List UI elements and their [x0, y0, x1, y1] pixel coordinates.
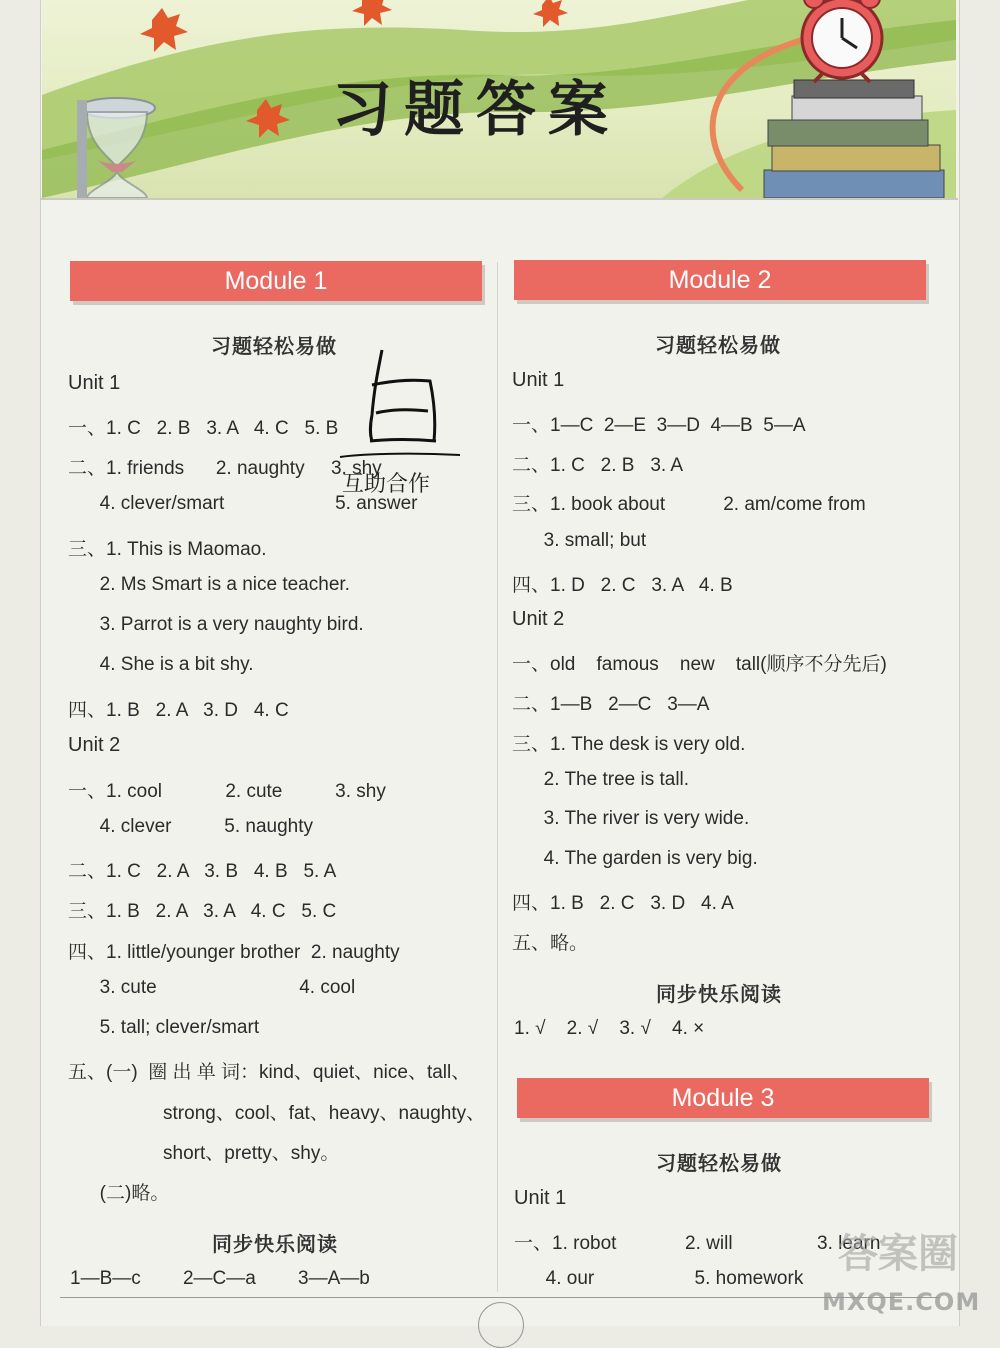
watermark-url: MXQE.COM: [822, 1288, 981, 1316]
banner-divider: [40, 198, 958, 200]
left-section-title-exercises: 习题轻松易做: [211, 334, 337, 358]
left-line-17: 五、(一) 圈 出 单 词：kind、quiet、nice、tall、: [68, 1062, 471, 1083]
left-line-13: 三、1. B 2. A 3. A 4. C 5. C: [68, 901, 337, 922]
right-line-2: 二、1. C 2. B 3. A: [512, 455, 684, 476]
right-line-4: 3. small; but: [512, 530, 647, 551]
right-line-3: 三、1. book about 2. am/come from: [512, 494, 866, 515]
left-line-5: 2. Ms Smart is a nice teacher.: [68, 574, 350, 595]
right-line-12: 4. The garden is very big.: [512, 848, 758, 869]
column-divider: [497, 262, 498, 1292]
left-line-11: 4. clever 5. naughty: [68, 816, 314, 837]
right-reading-answers: 1. √ 2. √ 3. √ 4. ×: [514, 1018, 705, 1039]
page-title: 习题答案: [332, 75, 620, 145]
left-line-20: (二)略。: [68, 1183, 170, 1204]
left-section-title-reading: 同步快乐阅读: [212, 1232, 338, 1256]
handwriting-scribble: [330, 345, 470, 495]
right-line-14: 五、略。: [512, 933, 589, 954]
left-line-18: strong、cool、fat、heavy、naughty、: [68, 1103, 486, 1124]
right-line-5: 四、1. D 2. C 3. A 4. B: [512, 575, 733, 596]
right-line-7: 一、old famous new tall(顺序不分先后): [512, 654, 887, 675]
module-2-header: Module 2: [514, 260, 926, 300]
left-line-14: 四、1. little/younger brother 2. naughty: [68, 942, 400, 963]
right-section-title-exercises: 习题轻松易做: [655, 333, 781, 357]
watermark-logo: 答案圈: [838, 1231, 958, 1277]
left-line-9: Unit 2: [68, 734, 121, 756]
left-line-12: 二、1. C 2. A 3. B 4. B 5. A: [68, 861, 337, 882]
right-section-title-reading: 同步快乐阅读: [656, 982, 782, 1006]
right-line-1: 一、1—C 2—E 3—D 4—B 5—A: [512, 415, 806, 436]
left-line-8: 四、1. B 2. A 3. D 4. C: [68, 700, 289, 721]
m3-line-1: 一、1. robot 2. will 3. learn: [514, 1233, 881, 1254]
page-number-circle: [478, 1302, 524, 1348]
right-line-6: Unit 2: [512, 608, 565, 630]
footer-rule: [60, 1297, 940, 1298]
left-line-10: 一、1. cool 2. cute 3. shy: [68, 781, 386, 802]
left-line-7: 4. She is a bit shy.: [68, 654, 254, 675]
left-line-3: 4. clever/smart 5. answer: [68, 493, 418, 514]
left-line-4: 三、1. This is Maomao.: [68, 539, 267, 560]
left-line-6: 3. Parrot is a very naughty bird.: [68, 614, 364, 635]
left-line-16: 5. tall; clever/smart: [68, 1017, 260, 1038]
left-line-1: 一、1. C 2. B 3. A 4. C 5. B: [68, 418, 339, 439]
right-line-0: Unit 1: [512, 369, 565, 391]
right-line-13: 四、1. B 2. C 3. D 4. A: [512, 893, 734, 914]
module-1-header: Module 1: [70, 261, 482, 301]
right-line-8: 二、1—B 2—C 3—A: [512, 694, 710, 715]
handwriting-text: 互助合作: [342, 472, 431, 495]
m3-line-2: 4. our 5. homework: [514, 1268, 804, 1289]
m3-line-0: Unit 1: [514, 1187, 567, 1209]
module-3-header: Module 3: [517, 1078, 929, 1118]
module-3-section-title: 习题轻松易做: [656, 1151, 782, 1175]
left-line-19: short、pretty、shy。: [68, 1143, 340, 1164]
right-line-11: 3. The river is very wide.: [512, 808, 750, 829]
right-line-10: 2. The tree is tall.: [512, 769, 690, 790]
left-line-15: 3. cute 4. cool: [68, 977, 356, 998]
left-line-2: 二、1. friends 2. naughty 3. shy: [68, 458, 382, 479]
left-line-0: Unit 1: [68, 372, 121, 394]
books-stack-icon: [764, 80, 944, 198]
right-line-9: 三、1. The desk is very old.: [512, 734, 746, 755]
left-reading-answers: 1—B—c 2—C—a 3—A—b: [70, 1268, 370, 1289]
